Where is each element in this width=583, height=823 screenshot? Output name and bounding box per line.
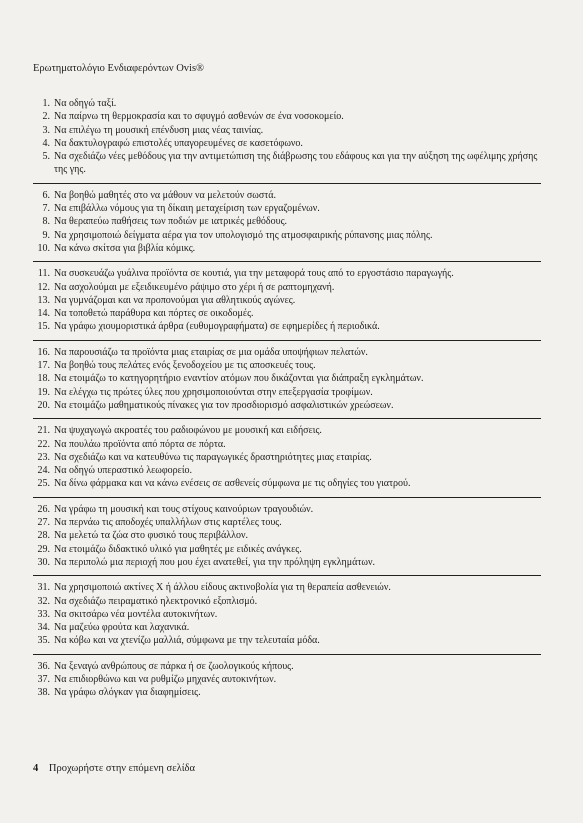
- question-text: Να ετοιμάζω διδακτικό υλικό για μαθητές με ειδικές ανάγκες.: [54, 543, 302, 555]
- question-group: [33, 346, 541, 419]
- question-number: 22.: [37, 438, 50, 450]
- question-item: [33, 634, 541, 647]
- page-footer: [33, 763, 195, 774]
- question-item: [33, 97, 541, 110]
- question-number: 2.: [42, 111, 50, 123]
- question-item: [33, 124, 541, 137]
- question-number: 17.: [37, 360, 50, 372]
- question-number: 14.: [37, 308, 50, 320]
- question-item: [33, 229, 541, 242]
- question-number: 32.: [37, 595, 50, 607]
- question-number: 6.: [42, 189, 50, 201]
- question-text: Να μελετώ τα ζώα στο φυσικό τους περιβάλλον.: [54, 530, 248, 542]
- question-number: 5.: [42, 151, 50, 163]
- question-text: Να γράφω τη μουσική και τους στίχους καινούριων τραγουδιών.: [54, 503, 314, 515]
- question-item: [33, 281, 541, 294]
- question-item: [33, 529, 541, 542]
- question-text: Να οδηγώ ταξί.: [54, 98, 117, 109]
- question-group: [33, 503, 541, 576]
- question-item: [33, 202, 541, 215]
- question-item: [33, 543, 541, 556]
- question-text: Να σκιτσάρω νέα μοντέλα αυτοκινήτων.: [54, 608, 218, 620]
- question-text: Να γυμνάζομαι και να προπονούμαι για αθλητικούς αγώνες.: [54, 294, 296, 306]
- question-item: [33, 294, 541, 307]
- question-number: 24.: [37, 465, 50, 477]
- question-text: Να χρησιμοποιώ δείγματα αέρα για τον υπολογισμό της ατμοσφαιρικής ρύπανσης μιας πόλης.: [54, 229, 433, 241]
- question-group: [33, 267, 541, 340]
- question-text: Να κάνω σκίτσα για βιβλία κόμικς.: [54, 242, 196, 254]
- question-group: [33, 97, 541, 184]
- question-text: Να βοηθώ τους πελάτες ενός ξενοδοχείου με τις αποσκευές τους.: [54, 360, 316, 372]
- question-number: 11.: [37, 268, 50, 280]
- question-item: [33, 503, 541, 516]
- question-number: 21.: [37, 425, 50, 437]
- question-item: [33, 556, 541, 569]
- question-item: [33, 372, 541, 385]
- question-number: 31.: [37, 582, 50, 594]
- question-text: Να επιλέγω τη μουσική επένδυση μιας νέας ταινίας.: [54, 124, 264, 136]
- question-text: Να επιδιορθώνω και να ρυθμίζω μηχανές αυτοκινήτων.: [54, 673, 277, 685]
- question-item: [33, 359, 541, 372]
- question-text: Να οδηγώ υπεραστικό λεωφορείο.: [54, 465, 193, 477]
- question-number: 3.: [42, 124, 50, 136]
- question-number: 20.: [37, 399, 50, 411]
- question-number: 36.: [37, 660, 50, 672]
- question-number: 16.: [37, 346, 50, 358]
- question-item: [33, 477, 541, 490]
- question-item: [33, 399, 541, 412]
- question-group: [33, 189, 541, 262]
- question-item: [33, 267, 541, 280]
- question-text: Να δακτυλογραφώ επιστολές υπαγορευμένες σε κασετόφωνο.: [54, 137, 303, 149]
- question-text: Να μαζεύω φρούτα και λαχανικά.: [54, 622, 190, 634]
- question-item: [33, 686, 541, 699]
- question-item: [33, 438, 541, 451]
- question-number: 27.: [37, 517, 50, 529]
- page-number: 4: [33, 763, 39, 774]
- question-item: [33, 189, 541, 202]
- question-text: Να παρουσιάζω τα προϊόντα μιας εταιρίας σε μια ομάδα υποψήφιων πελατών.: [54, 346, 368, 358]
- question-text: Να ξεναγώ ανθρώπους σε πάρκα ή σε ζωολογικούς κήπους.: [54, 660, 294, 672]
- question-text: Να τοποθετώ παράθυρα και πόρτες σε οικοδομές.: [54, 308, 254, 320]
- question-number: 30.: [37, 556, 50, 568]
- question-number: 1.: [42, 98, 50, 109]
- question-text: Να επιβάλλω νόμους για τη δίκαιη μεταχείριση των εργαζομένων.: [54, 203, 320, 215]
- question-item: [33, 242, 541, 255]
- question-number: 19.: [37, 386, 50, 398]
- question-item: [33, 660, 541, 673]
- question-number: 8.: [42, 216, 50, 228]
- question-item: [33, 464, 541, 477]
- question-groups: [33, 97, 541, 711]
- question-text: Να ετοιμάζω μαθηματικούς πίνακες για τον προσδιορισμό ασφαλιστικών χρεώσεων.: [54, 399, 394, 411]
- question-number: 4.: [42, 137, 50, 149]
- question-text: Να συσκευάζω γυάλινα προϊόντα σε κουτιά, για την μεταφορά τους από το εργοστάσιο παραγωγής.: [54, 268, 454, 280]
- question-number: 9.: [42, 229, 50, 241]
- question-number: 10.: [37, 242, 50, 254]
- question-number: 37.: [37, 673, 50, 685]
- question-text: Να ψυχαγωγώ ακροατές του ραδιοφώνου με μουσική και ειδήσεις.: [54, 425, 322, 437]
- question-number: 25.: [37, 478, 50, 490]
- question-text: Να ετοιμάζω το κατηγορητήριο εναντίον ατόμων που δικάζονται για διάπραξη εγκλημάτων.: [54, 373, 424, 385]
- question-number: 28.: [37, 530, 50, 542]
- question-text: Να παίρνω τη θερμοκρασία και το σφυγμό ασθενών σε ένα νοσοκομείο.: [54, 111, 344, 123]
- question-text: Να σχεδιάζω νέες μεθόδους για την αντιμετώπιση της διάβρωσης του εδάφους και για την αύξηση της ωφέλιμης χρήσης της γης.: [54, 151, 538, 176]
- question-group: [33, 581, 541, 654]
- question-number: 23.: [37, 451, 50, 463]
- question-number: 26.: [37, 503, 50, 515]
- question-text: Να κόβω και να χτενίζω μαλλιά, σύμφωνα με την τελευταία μόδα.: [54, 635, 320, 647]
- question-item: [33, 595, 541, 608]
- question-number: 18.: [37, 373, 50, 385]
- question-number: 38.: [37, 687, 50, 699]
- question-number: 13.: [37, 294, 50, 306]
- question-text: Να σχεδιάζω και να κατευθύνω τις παραγωγικές δραστηριότητες μιας εταιρίας.: [54, 451, 372, 463]
- question-text: Να γράφω σλόγκαν για διαφημίσεις.: [54, 687, 201, 699]
- question-text: Να ελέγχω τις πρώτες ύλες που χρησιμοποιούνται στην επεξεργασία τροφίμων.: [54, 386, 373, 398]
- question-number: 34.: [37, 622, 50, 634]
- question-text: Να σχεδιάζω πειραματικό ηλεκτρονικό εξοπλισμό.: [54, 595, 258, 607]
- footer-instruction: Προχωρήστε στην επόμενη σελίδα: [48, 763, 195, 774]
- question-item: [33, 307, 541, 320]
- question-text: Να γράφω χιουμοριστικά άρθρα (ευθυμογραφήματα) σε εφημερίδες ή περιοδικά.: [54, 321, 380, 333]
- question-group: [33, 424, 541, 497]
- question-item: [33, 137, 541, 150]
- question-item: [33, 581, 541, 594]
- question-item: [33, 451, 541, 464]
- question-number: 35.: [37, 635, 50, 647]
- question-number: 15.: [37, 321, 50, 333]
- question-text: Να θεραπεύω παθήσεις των ποδιών με ιατρικές μεθόδους.: [54, 216, 288, 228]
- question-item: [33, 424, 541, 437]
- question-item: [33, 110, 541, 123]
- question-text: Να βοηθώ μαθητές στο να μάθουν να μελετούν σωστά.: [54, 189, 276, 201]
- question-number: 12.: [37, 281, 50, 293]
- question-text: Να δίνω φάρμακα και να κάνω ενέσεις σε ασθενείς σύμφωνα με τις οδηγίες του γιατρού.: [54, 478, 411, 490]
- question-number: 29.: [37, 543, 50, 555]
- question-number: 33.: [37, 608, 50, 620]
- question-text: Να ασχολούμαι με εξειδικευμένο ράψιμο στο χέρι ή σε ραπτομηχανή.: [54, 281, 335, 293]
- question-number: 7.: [42, 203, 50, 215]
- question-group: [33, 660, 541, 706]
- question-item: [33, 608, 541, 621]
- question-item: [33, 150, 541, 177]
- question-item: [33, 621, 541, 634]
- question-text: Να χρησιμοποιώ ακτίνες Χ ή άλλου είδους ακτινοβολία για τη θεραπεία ασθενειών.: [54, 582, 391, 594]
- question-item: [33, 673, 541, 686]
- question-item: [33, 346, 541, 359]
- page-header-title: Ερωτηματολόγιο Ενδιαφερόντων Ovis®: [33, 63, 205, 74]
- question-item: [33, 516, 541, 529]
- question-text: Να περνάω τις αποδοχές υπαλλήλων στις καρτέλες τους.: [54, 517, 282, 529]
- question-text: Να πουλάω προϊόντα από πόρτα σε πόρτα.: [54, 438, 226, 450]
- question-item: [33, 215, 541, 228]
- question-text: Να περιπολώ μια περιοχή που μου έχει ανατεθεί, για την πρόληψη εγκλημάτων.: [54, 556, 376, 568]
- question-item: [33, 386, 541, 399]
- question-item: [33, 320, 541, 333]
